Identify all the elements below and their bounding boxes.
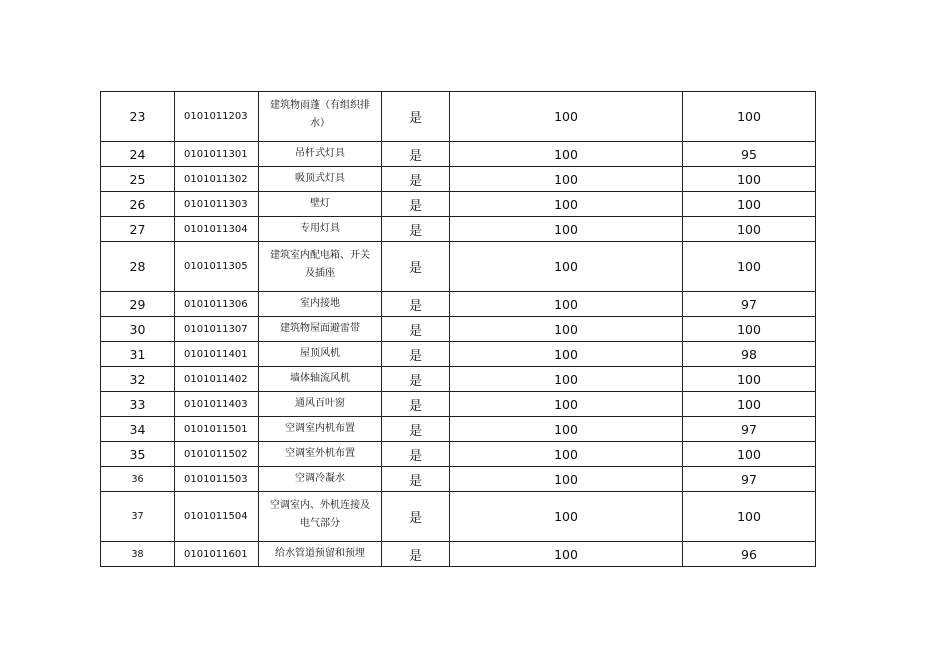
item-code-cell <box>175 92 259 142</box>
item-code: 0101011504 <box>184 511 248 522</box>
applicable-flag: 是 <box>382 342 450 367</box>
item-code: 0101011302 <box>184 173 248 185</box>
actual-score: 100 <box>683 192 816 217</box>
item-name-line: 专用灯具 <box>300 223 340 234</box>
table-row <box>101 292 816 317</box>
item-code-cell <box>175 542 259 567</box>
table-row <box>101 542 816 567</box>
standard-score: 100 <box>450 392 683 417</box>
item-code-cell <box>175 492 259 542</box>
standard-score: 100 <box>450 242 683 292</box>
item-code-cell <box>175 417 259 442</box>
applicable-flag: 是 <box>382 492 450 542</box>
item-code-cell <box>175 217 259 242</box>
applicable-flag: 是 <box>382 167 450 192</box>
item-code: 0101011601 <box>184 548 248 560</box>
actual-score: 100 <box>683 442 816 467</box>
row-number: 34 <box>101 417 175 442</box>
item-name-cell <box>259 542 382 567</box>
item-name-cell <box>259 317 382 342</box>
actual-score: 100 <box>683 167 816 192</box>
item-code-cell <box>175 292 259 317</box>
row-number: 24 <box>101 142 175 167</box>
item-code: 0101011306 <box>184 298 248 310</box>
row-number: 38 <box>101 542 175 567</box>
table-row <box>101 317 816 342</box>
item-name-line: 建筑物屋面避雷带 <box>280 323 360 334</box>
standard-score: 100 <box>450 92 683 142</box>
item-name-cell <box>259 442 382 467</box>
item-name-cell <box>259 242 382 292</box>
item-name-line: 壁灯 <box>310 198 330 209</box>
table-row <box>101 367 816 392</box>
item-code-cell <box>175 442 259 467</box>
item-name-cell <box>259 92 382 142</box>
item-name-line: 空调室内、外机连接及 <box>270 499 370 511</box>
standard-score: 100 <box>450 217 683 242</box>
actual-score: 98 <box>683 342 816 367</box>
row-number: 33 <box>101 392 175 417</box>
row-number: 31 <box>101 342 175 367</box>
row-number: 25 <box>101 167 175 192</box>
item-name-line: 空调室外机布置 <box>285 448 355 459</box>
item-name-cell <box>259 342 382 367</box>
row-number: 30 <box>101 317 175 342</box>
standard-score: 100 <box>450 192 683 217</box>
item-name-line: 室内接地 <box>300 298 340 309</box>
standard-score: 100 <box>450 317 683 342</box>
item-code-cell <box>175 192 259 217</box>
item-code-cell <box>175 467 259 492</box>
actual-score: 97 <box>683 417 816 442</box>
item-name-cell <box>259 142 382 167</box>
applicable-flag: 是 <box>382 192 450 217</box>
standard-score: 100 <box>450 492 683 542</box>
table-row <box>101 417 816 442</box>
row-number: 26 <box>101 192 175 217</box>
applicable-flag: 是 <box>382 92 450 142</box>
applicable-flag: 是 <box>382 242 450 292</box>
table-row <box>101 492 816 542</box>
item-name-line: 电气部分 <box>300 517 340 529</box>
standard-score: 100 <box>450 417 683 442</box>
item-name-line: 空调冷凝水 <box>295 473 345 484</box>
item-name-line: 及插座 <box>305 267 335 279</box>
actual-score: 100 <box>683 367 816 392</box>
applicable-flag: 是 <box>382 392 450 417</box>
row-number: 28 <box>101 242 175 292</box>
item-name-cell <box>259 167 382 192</box>
standard-score: 100 <box>450 467 683 492</box>
item-code: 0101011402 <box>184 373 248 385</box>
row-number: 27 <box>101 217 175 242</box>
row-number: 23 <box>101 92 175 142</box>
item-code: 0101011307 <box>184 323 248 335</box>
item-code-cell <box>175 317 259 342</box>
item-name-cell <box>259 467 382 492</box>
row-number: 37 <box>101 492 175 542</box>
standard-score: 100 <box>450 292 683 317</box>
item-code: 0101011301 <box>184 148 248 160</box>
item-code: 0101011303 <box>184 198 248 210</box>
item-name-line: 空调室内机布置 <box>285 423 355 434</box>
actual-score: 97 <box>683 292 816 317</box>
table-row <box>101 392 816 417</box>
applicable-flag: 是 <box>382 367 450 392</box>
item-name-cell <box>259 492 382 542</box>
row-number: 35 <box>101 442 175 467</box>
item-code: 0101011501 <box>184 423 248 435</box>
table-row <box>101 442 816 467</box>
applicable-flag: 是 <box>382 542 450 567</box>
item-name-cell <box>259 417 382 442</box>
item-code-cell <box>175 242 259 292</box>
table-row <box>101 167 816 192</box>
item-name-line: 给水管道预留和预埋 <box>275 548 365 559</box>
standard-score: 100 <box>450 367 683 392</box>
actual-score: 100 <box>683 242 816 292</box>
actual-score: 100 <box>683 492 816 542</box>
item-code: 0101011502 <box>184 448 248 460</box>
item-code-cell <box>175 167 259 192</box>
standard-score: 100 <box>450 342 683 367</box>
item-name-line: 吸顶式灯具 <box>295 173 345 184</box>
applicable-flag: 是 <box>382 217 450 242</box>
actual-score: 95 <box>683 142 816 167</box>
item-code-cell <box>175 342 259 367</box>
table-row <box>101 217 816 242</box>
standard-score: 100 <box>450 542 683 567</box>
row-number: 29 <box>101 292 175 317</box>
table-row <box>101 467 816 492</box>
item-name-cell <box>259 367 382 392</box>
table-body <box>101 92 816 567</box>
item-code: 0101011304 <box>184 223 248 235</box>
actual-score: 96 <box>683 542 816 567</box>
table-row <box>101 342 816 367</box>
row-number: 36 <box>101 467 175 492</box>
item-name-line: 吊杆式灯具 <box>295 148 345 159</box>
applicable-flag: 是 <box>382 442 450 467</box>
table-row <box>101 92 816 142</box>
standard-score: 100 <box>450 167 683 192</box>
inspection-table <box>100 91 816 567</box>
item-name-cell <box>259 192 382 217</box>
table-row <box>101 142 816 167</box>
applicable-flag: 是 <box>382 417 450 442</box>
item-name-cell <box>259 292 382 317</box>
item-name-cell <box>259 217 382 242</box>
actual-score: 97 <box>683 467 816 492</box>
item-name-line: 建筑物雨蓬（有组织排 <box>270 99 370 111</box>
applicable-flag: 是 <box>382 142 450 167</box>
item-code-cell <box>175 142 259 167</box>
table-row <box>101 192 816 217</box>
item-name-cell <box>259 392 382 417</box>
actual-score: 100 <box>683 317 816 342</box>
item-name-line: 水） <box>310 117 330 129</box>
item-name-line: 墙体轴流风机 <box>290 373 350 384</box>
applicable-flag: 是 <box>382 317 450 342</box>
item-code-cell <box>175 367 259 392</box>
applicable-flag: 是 <box>382 467 450 492</box>
actual-score: 100 <box>683 392 816 417</box>
item-code: 0101011203 <box>184 111 248 122</box>
table-row <box>101 242 816 292</box>
item-name-line: 通风百叶窗 <box>295 398 345 409</box>
row-number: 32 <box>101 367 175 392</box>
item-name-line: 建筑室内配电箱、开关 <box>270 249 370 261</box>
standard-score: 100 <box>450 142 683 167</box>
standard-score: 100 <box>450 442 683 467</box>
item-name-line: 屋顶风机 <box>300 348 340 359</box>
actual-score: 100 <box>683 92 816 142</box>
item-code: 0101011503 <box>184 473 248 485</box>
item-code: 0101011403 <box>184 398 248 410</box>
applicable-flag: 是 <box>382 292 450 317</box>
item-code: 0101011305 <box>184 261 248 272</box>
actual-score: 100 <box>683 217 816 242</box>
item-code-cell <box>175 392 259 417</box>
item-code: 0101011401 <box>184 348 248 360</box>
